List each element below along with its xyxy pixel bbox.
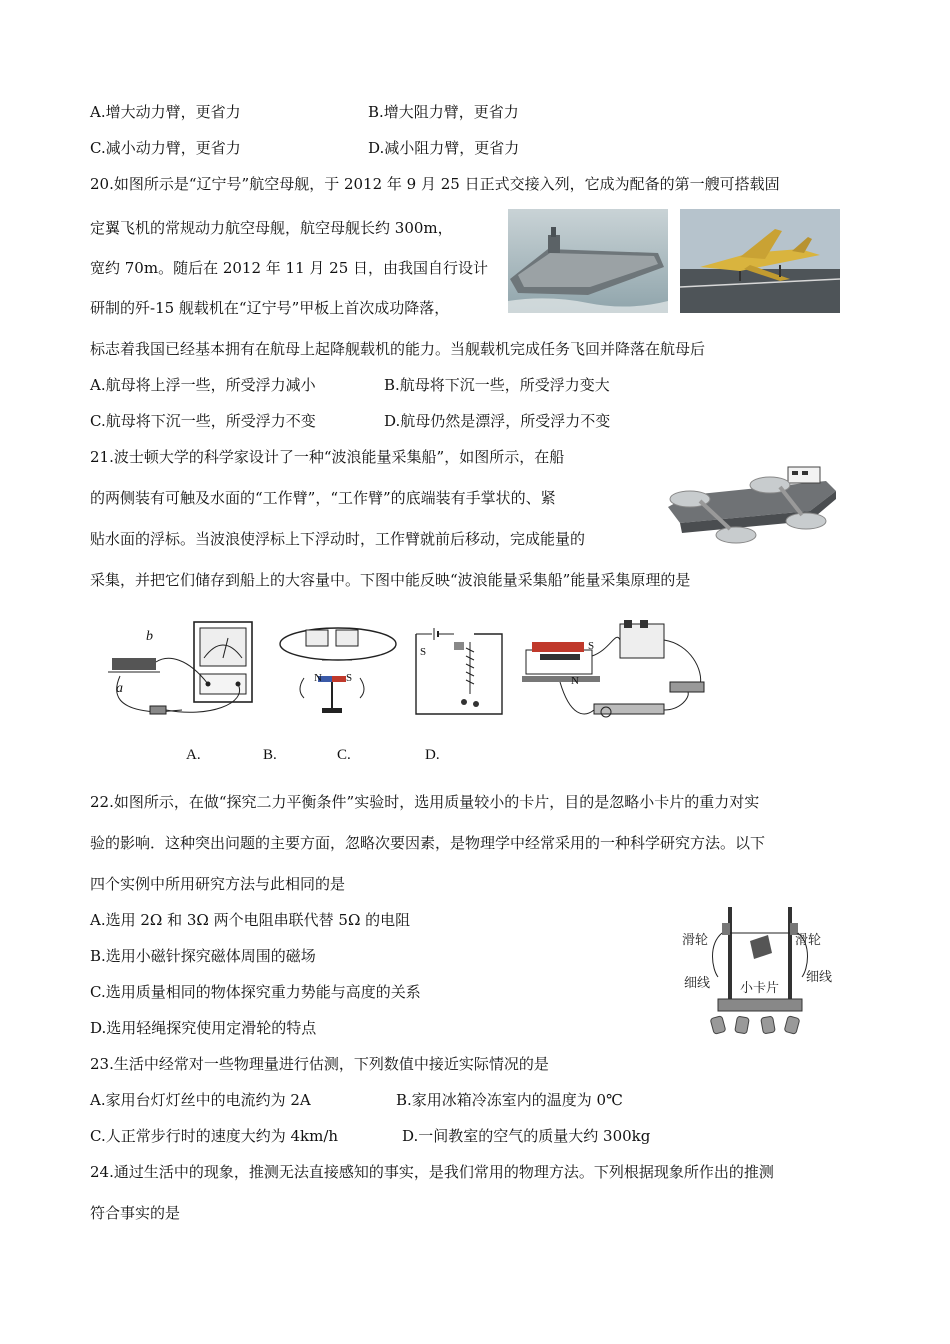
fig-d-label-n: N [571, 675, 579, 687]
fig-b-label-s: S [346, 672, 353, 684]
q22-line-3: 四个实例中所用研究方法与此相同的是 [90, 875, 346, 893]
q19-option-a: A.增大动力臂，更省力 [90, 103, 241, 121]
q23-option-d: D.一间教室的空气的质量大约 300kg [402, 1127, 651, 1145]
q22-line-2: 验的影响．这种突出问题的主要方面，忽略次要因素，是物理学中经常采用的一种科学研究方法。以下 [90, 834, 766, 852]
fig-label-string-left: 细线 [684, 976, 711, 991]
fig-label-pulley-left: 滑轮 [682, 933, 709, 948]
q21-choice-c: C. [337, 747, 351, 763]
q21-choice-a: A. [186, 747, 201, 763]
circuit-diagram-a [108, 614, 260, 722]
q21-line-4: 采集，并把它们储存到船上的大容量中。下图中能反映“波浪能量采集船”能量采集原理的是 [90, 571, 691, 589]
fig-label-pulley-right: 滑轮 [795, 933, 822, 948]
q23-option-a: A.家用台灯灯丝中的电流约为 2A [90, 1091, 311, 1109]
circuit-diagram-c [414, 624, 506, 720]
q21-choice-d: D. [425, 747, 440, 763]
q19-option-b: B.增大阻力臂，更省力 [368, 103, 519, 121]
q20-line-2: 定翼飞机的常规动力航空母舰，航空母舰长约 300m， [90, 219, 453, 237]
q22-option-b: B.选用小磁针探究磁体周围的磁场 [90, 947, 316, 965]
fig-a-label-a: a [116, 681, 123, 696]
q20-option-d: D.航母仍然是漂浮，所受浮力不变 [384, 412, 611, 430]
fig-c-label-s: S [420, 646, 427, 658]
fig-d-label-s: S [588, 640, 595, 652]
q21-line-2: 的两侧装有可触及水面的“工作臂”，“工作臂”的底端装有手掌状的、紧 [90, 489, 556, 507]
q24-line-1: 24.通过生活中的现象，推测无法直接感知的事实，是我们常用的物理方法。下列根据现象所作出的推测 [90, 1163, 774, 1181]
fig-a-label-b: b [146, 629, 153, 644]
wave-energy-boat-image [660, 451, 840, 559]
j15-fighter-photo [680, 209, 840, 313]
q23-line-1: 23.生活中经常对一些物理量进行估测，下列数值中接近实际情况的是 [90, 1055, 549, 1073]
q22-line-1: 22.如图所示，在做“探究二力平衡条件”实验时，选用质量较小的卡片，目的是忽略小卡片的重力对实 [90, 793, 760, 811]
q22-option-c: C.选用质量相同的物体探究重力势能与高度的关系 [90, 983, 421, 1001]
q23-option-b: B.家用冰箱冷冻室内的温度为 0℃ [396, 1091, 623, 1109]
q22-option-a: A.选用 2Ω 和 3Ω 两个电阻串联代替 5Ω 的电阻 [90, 911, 411, 929]
circuit-diagram-d [520, 620, 710, 724]
q22-option-d: D.选用轻绳探究使用定滑轮的特点 [90, 1019, 317, 1037]
q24-line-2: 符合事实的是 [90, 1204, 181, 1222]
q19-option-c: C.减小动力臂，更省力 [90, 139, 241, 157]
q20-option-c: C.航母将下沉一些，所受浮力不变 [90, 412, 316, 430]
q21-line-3: 贴水面的浮标。当波浪使浮标上下浮动时，工作臂就前后移动，完成能量的 [90, 530, 586, 548]
fig-label-card: 小卡片 [740, 981, 780, 996]
q19-option-d: D.减小阻力臂，更省力 [368, 139, 520, 157]
q21-line-1: 21.波士顿大学的科学家设计了一种“波浪能量采集船”，如图所示，在船 [90, 448, 565, 466]
q21-choice-b: B. [263, 747, 277, 763]
q23-option-c: C.人正常步行时的速度大约为 4km/h [90, 1127, 339, 1145]
circuit-diagram-b [278, 624, 400, 716]
q20-line-4: 研制的歼-15 舰载机在“辽宁号”甲板上首次成功降落， [90, 299, 450, 317]
q20-line-3: 宽约 70m。随后在 2012 年 11 月 25 日，由我国自行设计 [90, 259, 489, 277]
aircraft-carrier-photo [508, 209, 668, 313]
q20-line-1: 20.如图所示是“辽宁号”航空母舰，于 2012 年 9 月 25 日正式交接入列，它成为配备的第一艘可搭载固 [90, 175, 780, 193]
q20-option-a: A.航母将上浮一些，所受浮力减小 [90, 376, 316, 394]
q20-option-b: B.航母将下沉一些，所受浮力变大 [384, 376, 610, 394]
fig-b-label-n: N [314, 672, 322, 684]
q20-line-5: 标志着我国已经基本拥有在航母上起降舰载机的能力。当舰载机完成任务飞回并降落在航母后 [90, 340, 706, 358]
fig-label-string-right: 细线 [806, 970, 833, 985]
